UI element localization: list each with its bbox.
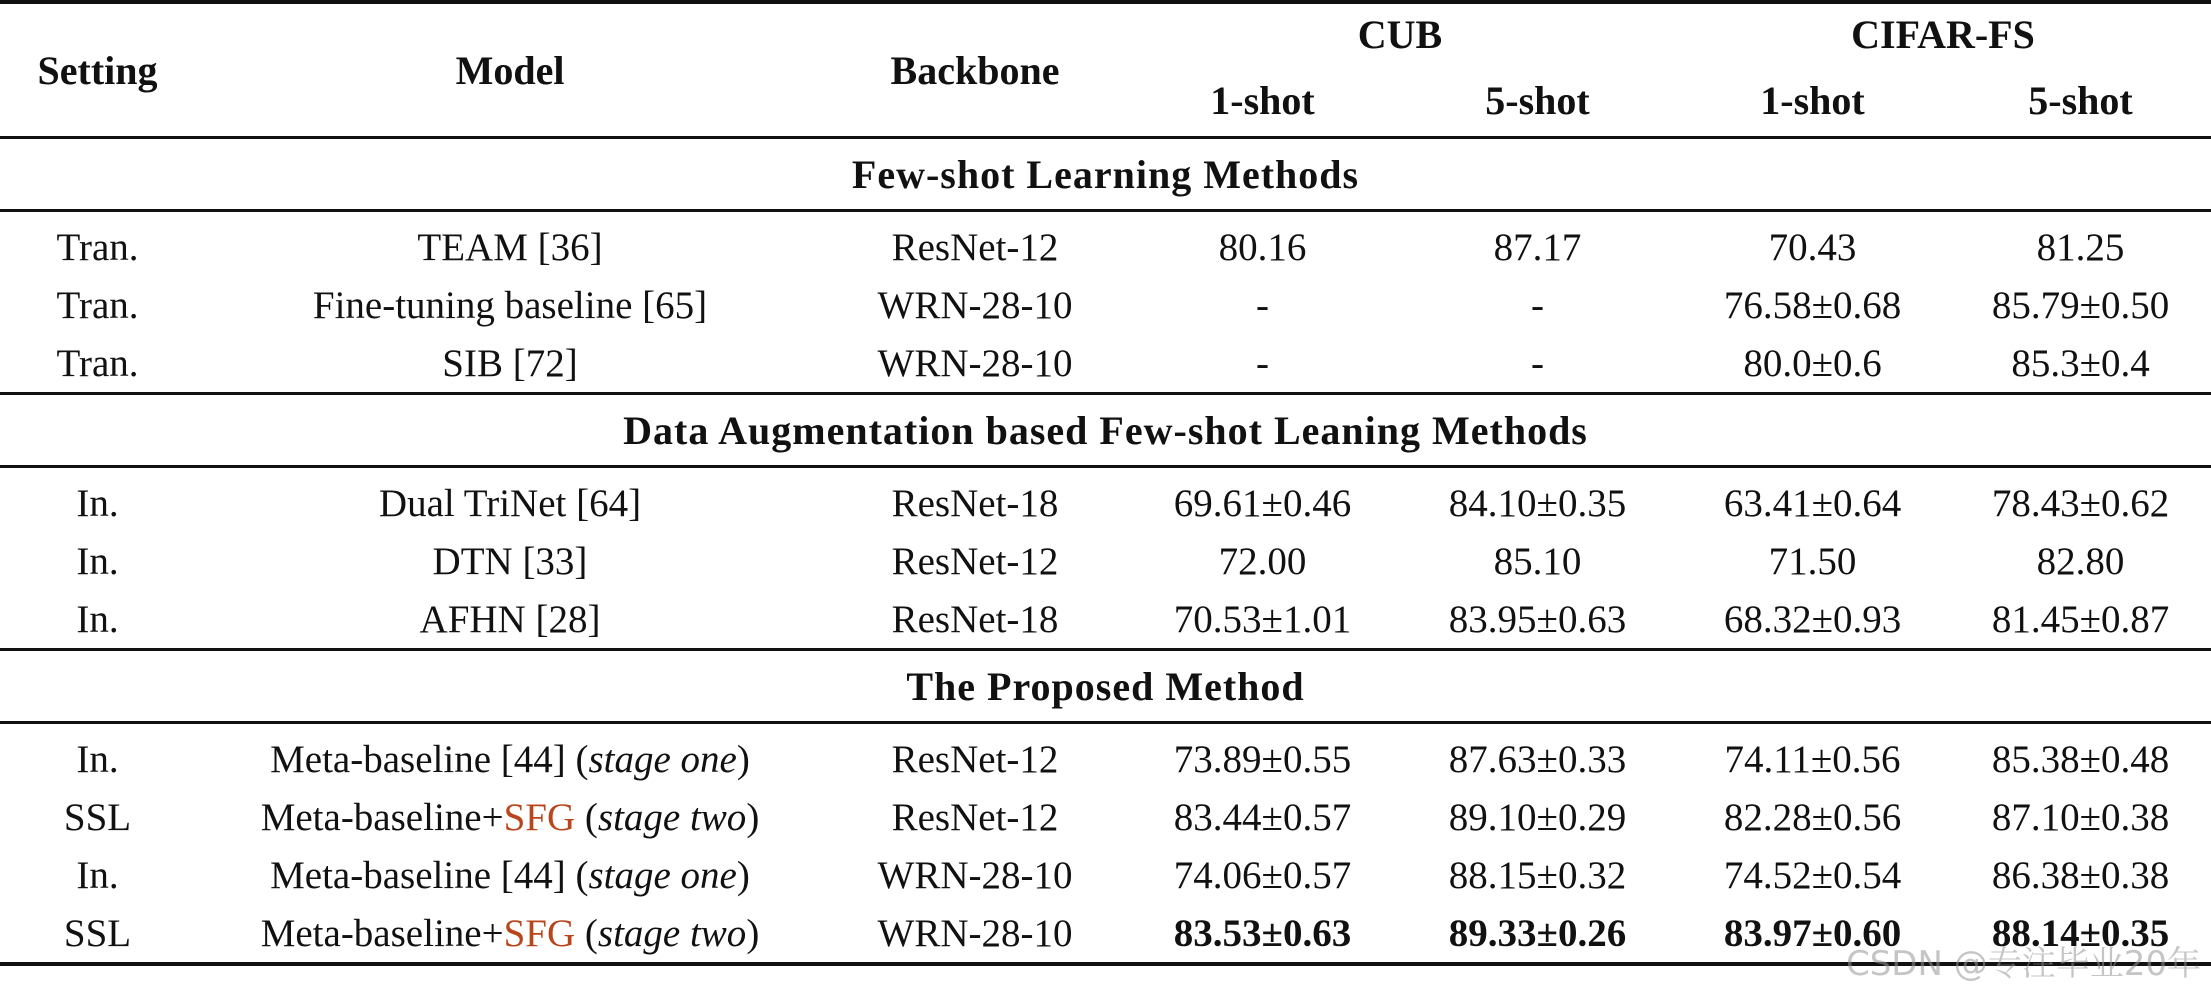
stage-label: stage one <box>588 853 737 897</box>
cell-model: DTN [33] <box>432 539 588 583</box>
cell-cub-5shot: - <box>1531 283 1544 327</box>
cell-model: TEAM [36] <box>417 225 603 269</box>
cell-cifar-1shot: 70.43 <box>1768 225 1857 269</box>
cell-cifar-1shot: 68.32±0.93 <box>1675 590 1950 650</box>
cell-cifar-5shot: 85.79±0.50 <box>1991 283 2170 327</box>
cell-setting: Tran. <box>56 225 139 269</box>
cell-model: Meta-baseline [44] (stage one) <box>270 737 750 781</box>
model-name: Meta-baseline+ <box>260 795 504 839</box>
watermark: CSDN @专注毕业20年 <box>1845 944 2201 984</box>
header-cifar-1shot: 1-shot <box>1675 64 1950 138</box>
header-model: Model <box>195 2 825 138</box>
cell-cub-5shot: 84.10±0.35 <box>1448 481 1627 525</box>
cell-cifar-5shot: 85.3±0.4 <box>1950 334 2211 394</box>
cell-backbone: ResNet-12 <box>891 795 1059 839</box>
cell-model: AFHN [28] <box>195 590 825 650</box>
cell-cifar-1shot: 82.28±0.56 <box>1723 795 1902 839</box>
cell-cifar-1shot: 80.0±0.6 <box>1675 334 1950 394</box>
model-name: Meta-baseline [44] <box>270 737 566 781</box>
section-title: The Proposed Method <box>0 650 2211 723</box>
cell-cifar-5shot: 86.38±0.38 <box>1991 853 2170 897</box>
table-row <box>0 334 2211 394</box>
cell-cifar-1shot: 63.41±0.64 <box>1723 481 1902 525</box>
cell-model: Meta-baseline [44] (stage one) <box>270 853 750 897</box>
cell-cub-1shot: 74.06±0.57 <box>1173 853 1352 897</box>
cell-cub-5shot: 83.95±0.63 <box>1400 590 1675 650</box>
cell-cub-5shot: 89.10±0.29 <box>1448 795 1627 839</box>
cell-setting: Tran. <box>0 334 195 394</box>
cell-cifar-1shot: 74.52±0.54 <box>1723 853 1902 897</box>
cell-model: SIB [72] <box>195 334 825 394</box>
header-cub-5shot: 5-shot <box>1400 64 1675 138</box>
cell-cifar-5shot: 78.43±0.62 <box>1991 481 2170 525</box>
sfg-label: SFG <box>503 795 576 839</box>
cell-setting: Tran. <box>56 283 139 327</box>
cell-cifar-1shot: 71.50 <box>1768 539 1857 583</box>
cell-cifar-5shot: 85.38±0.48 <box>1991 737 2170 781</box>
cell-backbone: WRN-28-10 <box>825 904 1125 964</box>
cell-backbone: ResNet-12 <box>891 539 1059 583</box>
cell-cub-1shot: 69.61±0.46 <box>1173 481 1352 525</box>
sfg-label: SFG <box>503 911 576 955</box>
section-header <box>0 138 2211 211</box>
cell-backbone: ResNet-18 <box>891 481 1059 525</box>
table-row <box>0 846 2211 904</box>
cell-cifar-5shot: 82.80 <box>2036 539 2125 583</box>
section-header <box>0 650 2211 723</box>
cell-cifar-5shot: 81.45±0.87 <box>1950 590 2211 650</box>
stage-label: stage one <box>588 737 737 781</box>
cell-cub-5shot: - <box>1400 334 1675 394</box>
cell-setting: In. <box>0 590 195 650</box>
cell-cifar-1shot: 76.58±0.68 <box>1723 283 1902 327</box>
cell-cub-1shot: 80.16 <box>1218 225 1307 269</box>
stage-label: stage two <box>597 795 747 839</box>
cell-cub-5shot: 87.17 <box>1493 225 1582 269</box>
cell-setting: In. <box>76 737 119 781</box>
table-row <box>0 211 2211 277</box>
cell-cifar-5shot: 88.14±0.35 <box>1950 904 2211 964</box>
cell-backbone: ResNet-12 <box>891 225 1059 269</box>
cell-backbone: ResNet-18 <box>825 590 1125 650</box>
header-cifar: CIFAR-FS <box>1851 11 2035 57</box>
cell-cub-1shot: 70.53±1.01 <box>1125 590 1400 650</box>
table-row <box>0 467 2211 533</box>
cell-model: Fine-tuning baseline [65] <box>312 283 708 327</box>
model-name: Meta-baseline [44] <box>270 853 566 897</box>
cell-cub-5shot: 88.15±0.32 <box>1448 853 1627 897</box>
cell-setting: SSL <box>0 904 195 964</box>
cell-setting: In. <box>76 539 119 583</box>
cell-cifar-1shot: 83.97±0.60 <box>1675 904 1950 964</box>
cell-cifar-1shot: 74.11±0.56 <box>1724 737 1901 781</box>
table-row <box>0 276 2211 334</box>
stage-label: stage two <box>597 911 747 955</box>
cell-cub-5shot: 87.63±0.33 <box>1448 737 1627 781</box>
cell-cifar-5shot: 87.10±0.38 <box>1991 795 2170 839</box>
section-header <box>0 394 2211 467</box>
cell-backbone: ResNet-12 <box>891 737 1059 781</box>
cell-cub-1shot: 83.53±0.63 <box>1125 904 1400 964</box>
header-setting: Setting <box>0 2 195 138</box>
cell-setting: SSL <box>63 795 132 839</box>
cell-cub-5shot: 89.33±0.26 <box>1400 904 1675 964</box>
table-row <box>0 723 2211 789</box>
cell-cub-1shot: - <box>1125 334 1400 394</box>
cell-setting: In. <box>76 481 119 525</box>
cell-cub-1shot: 73.89±0.55 <box>1173 737 1352 781</box>
cell-backbone: WRN-28-10 <box>877 283 1073 327</box>
cell-backbone: WRN-28-10 <box>825 334 1125 394</box>
cell-cub-5shot: 85.10 <box>1493 539 1582 583</box>
section-title: Few-shot Learning Methods <box>0 138 2211 211</box>
header-cifar-5shot: 5-shot <box>1950 64 2211 138</box>
cell-setting: In. <box>76 853 119 897</box>
table-row <box>0 590 2211 650</box>
cell-model: Meta-baseline+SFG (stage two) <box>260 795 760 839</box>
cell-model: Dual TriNet [64] <box>378 481 642 525</box>
cell-model: Meta-baseline+SFG (stage two) <box>195 904 825 964</box>
header-cub-1shot: 1-shot <box>1125 64 1400 138</box>
cell-cifar-5shot: 81.25 <box>2036 225 2125 269</box>
cell-cub-1shot: 83.44±0.57 <box>1173 795 1352 839</box>
header-backbone: Backbone <box>825 2 1125 138</box>
header-cub: CUB <box>1357 11 1443 57</box>
section-title: Data Augmentation based Few-shot Leaning Methods <box>0 394 2211 467</box>
table-row <box>0 532 2211 590</box>
cell-cub-1shot: - <box>1256 283 1269 327</box>
cell-cub-1shot: 72.00 <box>1218 539 1307 583</box>
header-row-top <box>0 2 2211 64</box>
model-name: Meta-baseline+ <box>260 911 504 955</box>
table-row <box>0 788 2211 846</box>
cell-backbone: WRN-28-10 <box>877 853 1073 897</box>
